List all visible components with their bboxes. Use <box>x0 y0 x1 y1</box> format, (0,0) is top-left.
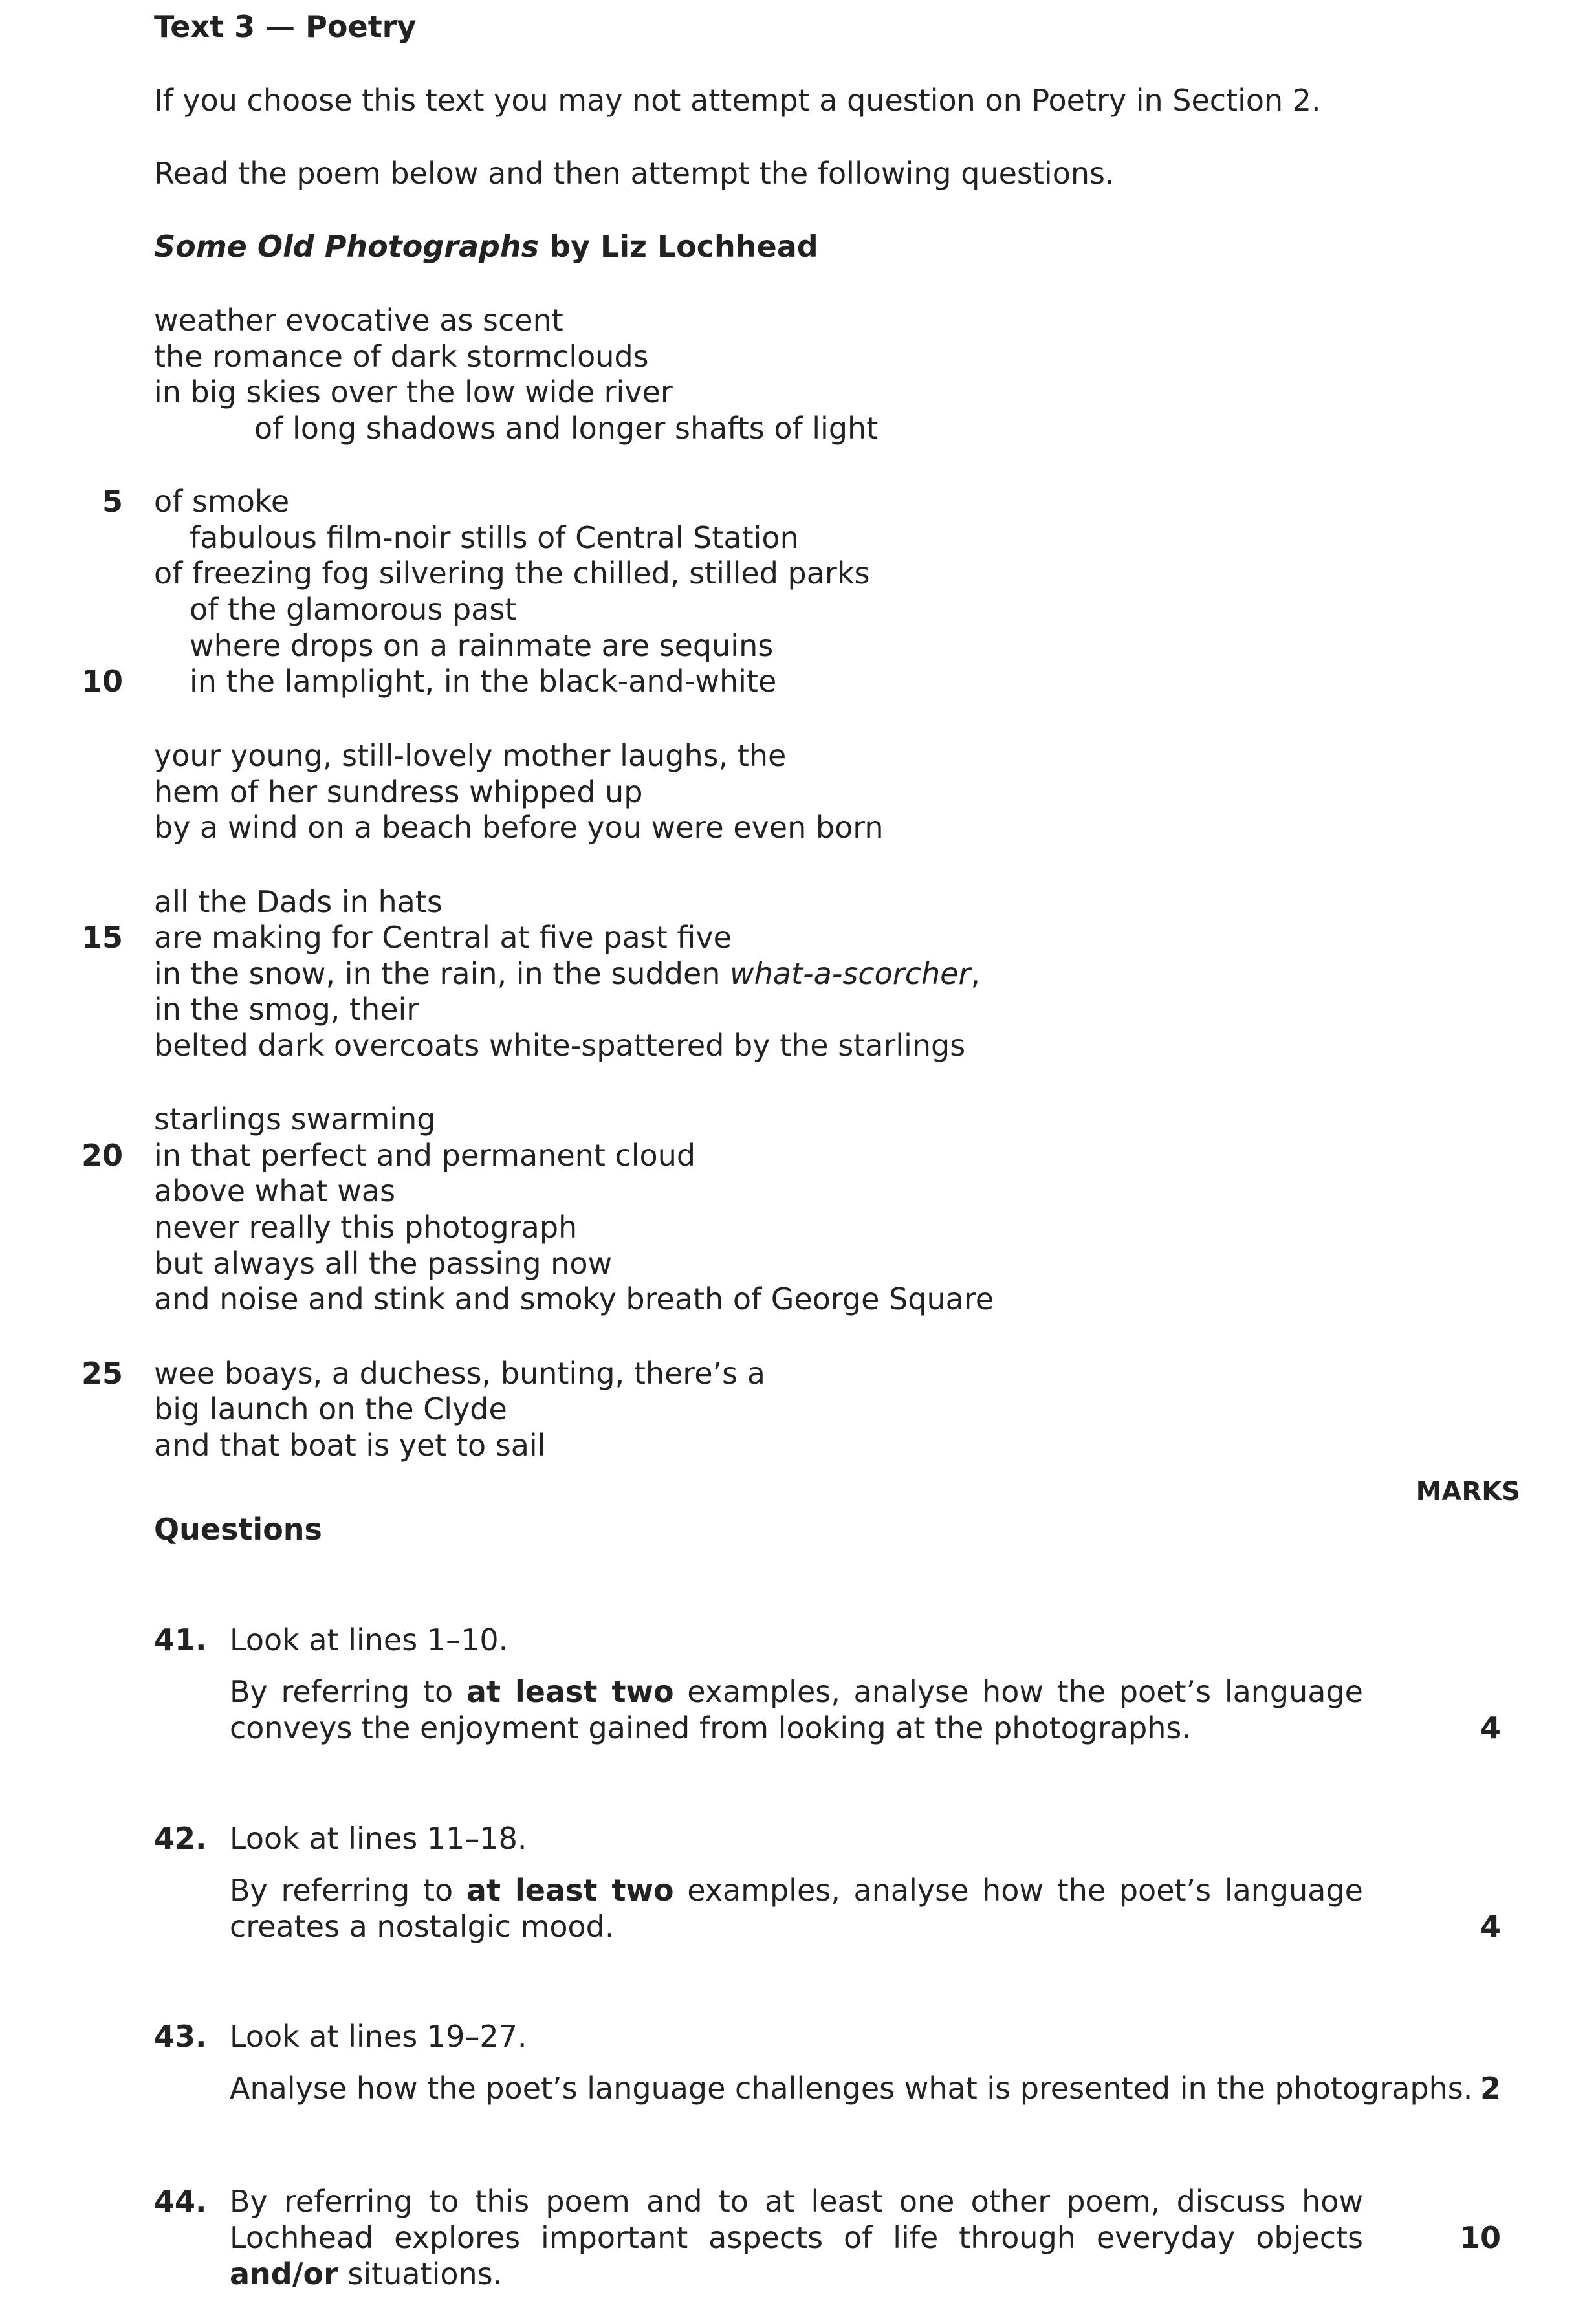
question-prompt: Look at lines 11–18. <box>230 1821 527 1856</box>
poem-line: of freezing fog silvering the chilled, stilled parks <box>154 556 870 591</box>
question-text-part: By referring to this poem and to at least one other poem, discuss how Lochhead explores important aspects of life through everyday objects <box>230 2184 1363 2255</box>
question-marks: 4 <box>1480 1710 1501 1745</box>
marks-header: MARKS <box>1416 1477 1520 1507</box>
poem-line: are making for Central at five past five <box>154 920 732 955</box>
question-marks: 4 <box>1480 1909 1501 1944</box>
line-number: 20 <box>81 1138 123 1173</box>
poem-line: above what was <box>154 1173 396 1208</box>
question-prompt: Look at lines 1–10. <box>230 1622 508 1657</box>
section-title: Text 3 — Poetry <box>154 9 417 44</box>
question-text-emphasis: at least two <box>466 1674 674 1709</box>
question-text-emphasis: at least two <box>466 1873 674 1908</box>
question-marks: 10 <box>1459 2220 1501 2255</box>
poem-line: big launch on the Clyde <box>154 1391 507 1426</box>
question-text-part: situations. <box>338 2256 503 2291</box>
poem-line: never really this photograph <box>154 1210 578 1245</box>
poem-line: of smoke <box>154 484 290 519</box>
poem-line <box>154 955 980 992</box>
line-number: 5 <box>102 484 123 519</box>
poem-line-italic: what-a-scorcher <box>730 956 971 991</box>
question-text-part: examples, analyse how the poet’s language conveys the enjoyment gained from looking at the photographs. <box>230 1674 1363 1745</box>
poem-line: in that perfect and permanent cloud <box>154 1138 696 1173</box>
question-number: 43. <box>154 2019 207 2054</box>
poem-line: in the lamplight, in the black-and-white <box>190 664 777 699</box>
poem-line: and noise and stink and smoky breath of George Square <box>154 1281 994 1316</box>
poem-line: fabulous film-noir stills of Central Station <box>190 520 799 555</box>
question-number: 44. <box>154 2184 207 2219</box>
poem-line: in big skies over the low wide river <box>154 375 673 409</box>
question-text-part: By referring to <box>230 1674 466 1709</box>
question-text <box>230 1872 1363 1945</box>
question-number: 41. <box>154 1622 207 1657</box>
poem-line: belted dark overcoats white-spattered by the starlings <box>154 1028 966 1063</box>
question-text-part: examples, analyse how the poet’s language creates a nostalgic mood. <box>230 1873 1363 1944</box>
poem-line: wee boays, a duchess, bunting, there’s a <box>154 1356 765 1391</box>
poem-line: weather evocative as scent <box>154 303 563 338</box>
line-number: 10 <box>81 664 123 699</box>
question-text: Analyse how the poet’s language challenges what is presented in the photographs. <box>230 2071 1473 2106</box>
poem-line: where drops on a rainmate are sequins <box>190 628 774 663</box>
poem-line: starlings swarming <box>154 1102 436 1137</box>
poem-line: of the glamorous past <box>190 592 517 627</box>
question-text-part: By referring to <box>230 1873 466 1908</box>
line-number: 15 <box>81 920 123 955</box>
questions-heading: Questions <box>154 1512 322 1547</box>
question-marks: 2 <box>1480 2071 1501 2106</box>
poem-line-text: in the snow, in the rain, in the sudden <box>154 956 730 991</box>
poem-line: in the smog, their <box>154 992 419 1027</box>
question-text <box>230 2183 1363 2292</box>
poem-title: Some Old Photographs <box>154 229 540 264</box>
poem-line: your young, still-lovely mother laughs, the <box>154 738 787 773</box>
poem-line: all the Dads in hats <box>154 884 443 919</box>
poem-line-text: , <box>970 956 980 991</box>
poem-author: by Liz Lochhead <box>539 229 818 264</box>
poem-line: the romance of dark stormclouds <box>154 339 649 374</box>
question-prompt: Look at lines 19–27. <box>230 2019 527 2054</box>
instruction-text: If you choose this text you may not attempt a question on Poetry in Section 2. <box>154 83 1321 118</box>
question-number: 42. <box>154 1821 207 1856</box>
poem-line: by a wind on a beach before you were even born <box>154 810 884 845</box>
poem-line: hem of her sundress whipped up <box>154 774 643 809</box>
line-number: 25 <box>81 1356 123 1391</box>
question-text-emphasis: and/or <box>230 2256 338 2291</box>
poem-title-line <box>154 228 818 265</box>
question-text <box>230 1674 1363 1746</box>
poem-line: but always all the passing now <box>154 1246 613 1281</box>
poem-line: and that boat is yet to sail <box>154 1428 546 1463</box>
poem-line: of long shadows and longer shafts of light <box>254 411 879 446</box>
instruction-text: Read the poem below and then attempt the following questions. <box>154 156 1115 191</box>
